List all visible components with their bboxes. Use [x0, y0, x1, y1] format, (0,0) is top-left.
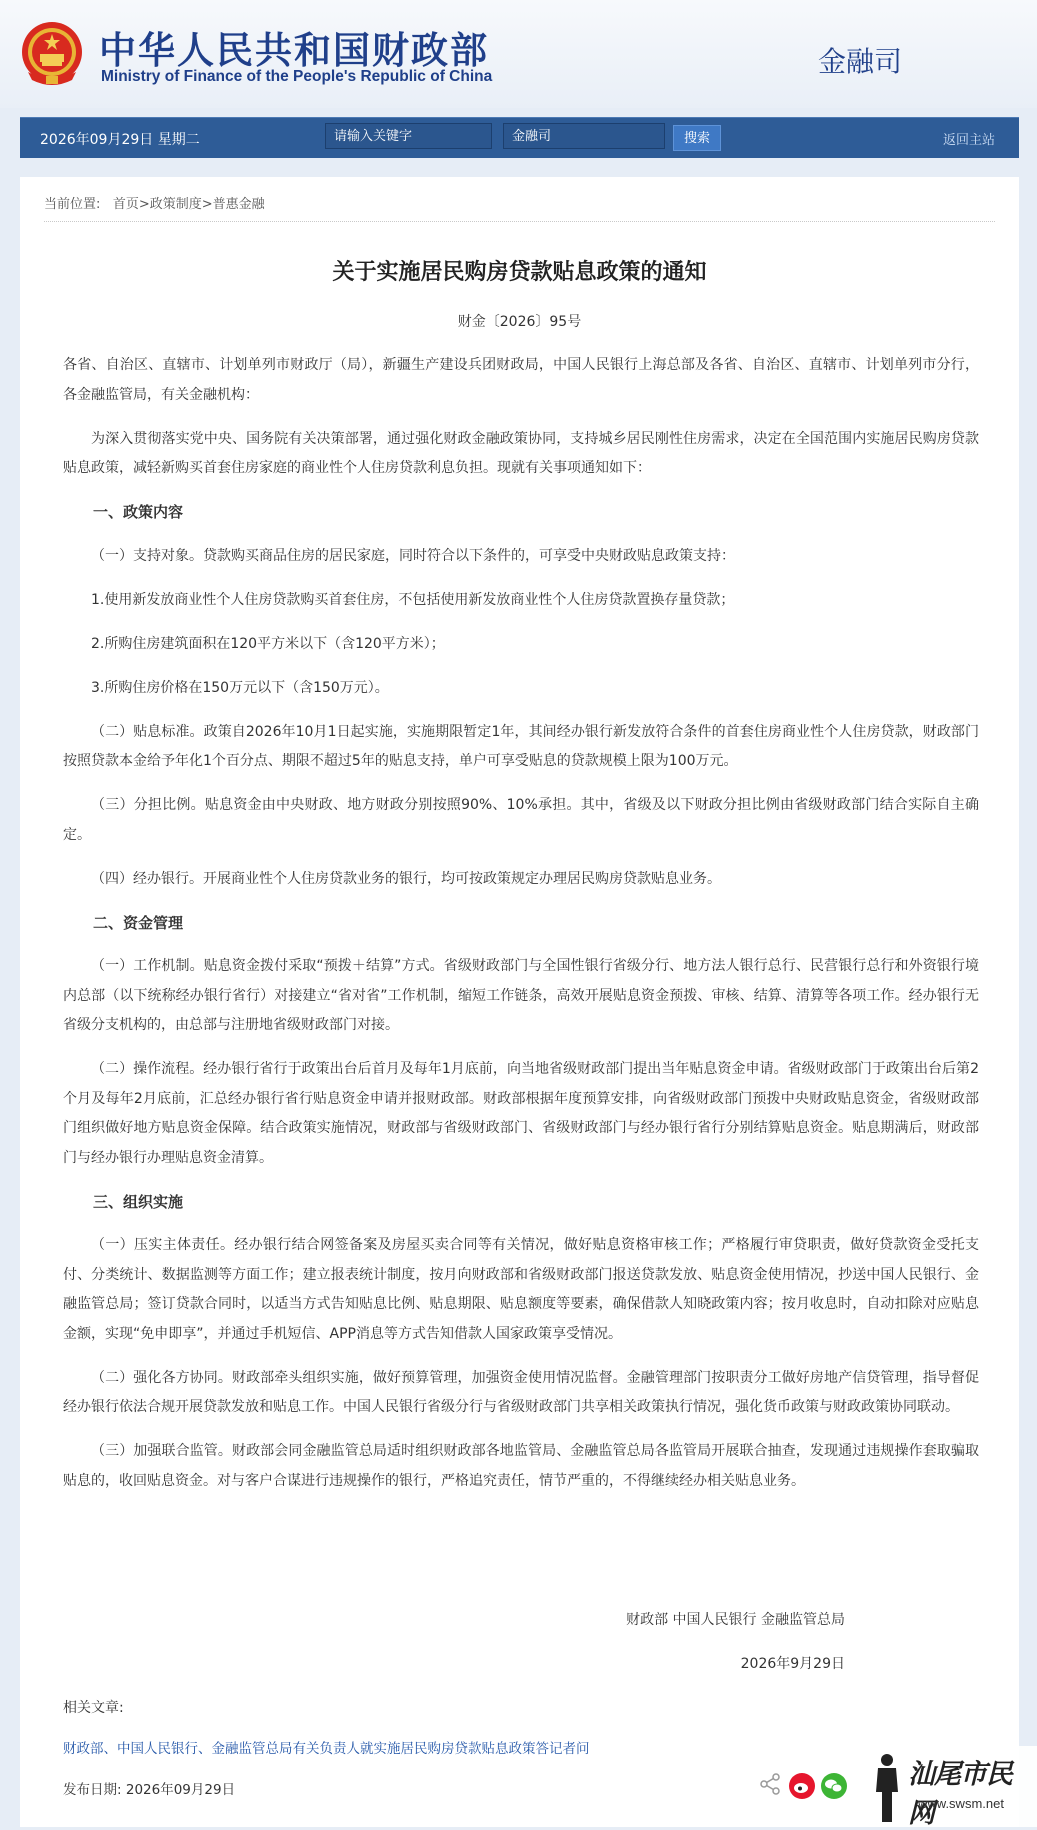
article-paragraph: （二）操作流程。经办银行省行于政策出台后首月及每年1月底前，向当地省级财政部门提出当年贴息资金申请。省级财政部门于政策出台后第2个月及每年2月底前，汇总经办银行省行贴息资金申请并报财政部。财政部根据年度预算安排，向省级财政部门预拨中央财政贴息资金，省级财政部门组织做好地方贴息资金保障。结合政策实施情况，财政部与省级财政部门、省级财政部门与经办银行省行分别结算贴息资金。贴息期满后，财政部门与经办银行办理贴息资金清算。 — [63, 1061, 979, 1166]
article-paragraph: 2.所购住房建筑面积在120平方米以下（含120平方米）； — [91, 635, 445, 652]
current-date: 2026年09月29日 星期二 — [40, 132, 200, 148]
publish-date — [63, 1778, 235, 1798]
section-heading: 三、组织实施 — [93, 1192, 184, 1211]
article-title: 关于实施居民购房贷款贴息政策的通知 — [332, 260, 707, 285]
weibo-icon[interactable] — [788, 1772, 816, 1800]
signatories: 财政部 中国人民银行 金融监管总局 — [626, 1612, 845, 1628]
breadcrumb-item-policy[interactable]: 政策制度 — [149, 197, 202, 212]
breadcrumb-item-inclusive-finance[interactable]: 普惠金融 — [212, 197, 265, 212]
person-silhouette-icon — [870, 1752, 904, 1824]
nav-bar — [20, 117, 1019, 158]
document-number: 财金〔2026〕95号 — [457, 314, 582, 330]
return-home-link[interactable]: 返回主站 — [942, 133, 995, 148]
article-paragraph: （三）分担比例。贴息资金由中央财政、地方财政分别按照90%、10%承担。其中，省级及以下财政分担比例由省级财政部门结合实际自主确定。 — [63, 797, 979, 843]
article-paragraph: （一）压实主体责任。经办银行结合网签备案及房屋买卖合同等有关情况，做好贴息资格审核工作；严格履行审贷职责，做好贷款资金受托支付、分类统计、数据监测等方面工作；建立报表统计制度，按月向财政部和省级财政部门报送贷款发放、贴息资金使用情况，抄送中国人民银行、金融监管总局；签订贷款合同时，以适当方式告知贴息比例、贴息期限、贴息额度等要素，确保借款人知晓政策内容；按月收息时，自动扣除对应贴息金额，实现“免申即享”，并通过手机短信、APP消息等方式告知借款人国家政策享受情况。 — [63, 1237, 979, 1342]
search-input[interactable]: 请输入关键字 — [325, 123, 492, 149]
article-paragraph: （一）工作机制。贴息资金拨付采取“预拨＋结算”方式。省级财政部门与全国性银行省级分行、地方法人银行总行、民营银行总行和外资银行境内总部（以下统称经办银行省行）对接建立“省对省”工作机制，缩短工作链条，高效开展贴息资金预拨、审核、结算、清算等各项工作。经办银行无省级分支机构的，由总部与注册地省级财政部门对接。 — [63, 958, 979, 1033]
breadcrumb-separator: > — [138, 197, 150, 212]
wechat-icon[interactable] — [820, 1772, 848, 1800]
search-scope-select[interactable]: 金融司 — [503, 123, 665, 149]
article-paragraph: 3.所购住房价格在150万元以下（含150万元）。 — [91, 679, 389, 696]
site-title-cn[interactable]: 中华人民共和国财政部 — [99, 29, 489, 72]
section-heading: 二、资金管理 — [93, 913, 184, 932]
breadcrumb-prefix: 当前位置: — [44, 197, 101, 212]
content-card — [20, 177, 1019, 1827]
article-paragraph: 各省、自治区、直辖市、计划单列市财政厅（局），新疆生产建设兵团财政局，中国人民银行上海总部及各省、自治区、直辖市、计划单列市分行，各金融监管局，有关金融机构： — [63, 357, 979, 403]
article-paragraph: （三）加强联合监管。财政部会同金融监管总局适时组织财政部各地监管局、金融监管总局各监管局开展联合抽查，发现通过违规操作套取骗取贴息的，收回贴息资金。对与客户合谋进行违规操作的银行，严格追究责任，情节严重的，不得继续经办相关贴息业务。 — [63, 1443, 979, 1489]
site-header — [0, 0, 1037, 108]
sign-date: 2026年9月29日 — [740, 1656, 845, 1672]
article-paragraph: 1.使用新发放商业性个人住房贷款购买首套住房，不包括使用新发放商业性个人住房贷款置换存量贷款； — [91, 591, 735, 608]
article-paragraph: （二）强化各方协同。财政部牵头组织实施，做好预算管理，加强资金使用情况监督。金融管理部门按职责分工做好房地产信贷管理，指导督促经办银行依法合规开展贷款发放和贴息工作。中国人民银行省级分行与省级财政部门共享相关政策执行情况，强化货币政策与财政政策协同联动。 — [63, 1369, 979, 1415]
article-body — [63, 351, 979, 1511]
article-paragraph: （二）贴息标准。政策自2026年10月1日起实施，实施期限暂定1年，其间经办银行新发放符合条件的首套住房商业性个人住房贷款，财政部门按照贷款本金给予年化1个百分点、期限不超过5年的贴息支持，单户可享受贴息的贷款规模上限为100万元。 — [63, 723, 979, 769]
publish-date-value: 2026年09月29日 — [125, 1782, 236, 1798]
watermark-text: 汕尾市民网 — [908, 1759, 1012, 1829]
publish-date-label: 发布日期: — [63, 1782, 122, 1798]
article-paragraph: （四）经办银行。开展商业性个人住房贷款业务的银行，均可按政策规定办理居民购房贷款贴息业务。 — [91, 870, 721, 887]
related-article-link[interactable]: 财政部、中国人民银行、金融监管总局有关负责人就实施居民购房贷款贴息政策答记者问 — [63, 1741, 590, 1757]
related-articles-label: 相关文章: — [63, 1700, 124, 1716]
breadcrumb-separator: > — [201, 197, 213, 212]
department-name: 金融司 — [818, 45, 903, 78]
article-paragraph: （一）支持对象。贷款购买商品住房的居民家庭，同时符合以下条件的，可享受中央财政贴息政策支持： — [91, 547, 735, 564]
breadcrumb — [44, 193, 265, 212]
breadcrumb-item-home[interactable]: 首页 — [112, 197, 139, 212]
section-heading: 一、政策内容 — [93, 503, 184, 521]
national-emblem-icon — [20, 20, 84, 86]
watermark — [852, 1746, 1037, 1827]
article-paragraph: 为深入贯彻落实党中央、国务院有关决策部署，通过强化财政金融政策协同，支持城乡居民刚性住房需求，决定在全国范围内实施居民购房贷款贴息政策，减轻新购买首套住房家庭的商业性个人住房贷款利息负担。现就有关事项通知如下： — [63, 430, 979, 476]
search-button[interactable]: 搜索 — [673, 125, 721, 151]
share-icon[interactable] — [758, 1772, 782, 1796]
watermark-url: www.swsm.net — [918, 1796, 1004, 1811]
breadcrumb-divider — [44, 221, 995, 222]
site-title-en: Ministry of Finance of the People's Republic of China — [101, 68, 493, 85]
